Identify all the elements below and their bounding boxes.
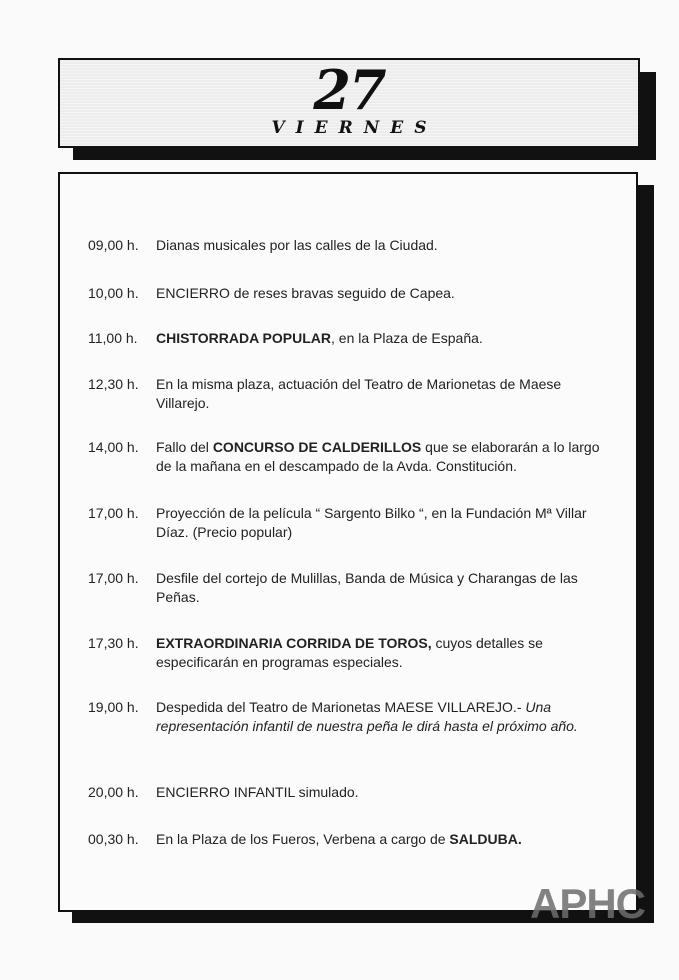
schedule-entry xyxy=(88,504,618,542)
day-header xyxy=(58,58,640,148)
schedule-entry xyxy=(88,698,618,736)
entry-text: Despedida del Teatro de Marionetas MAESE VILLAREJO.- xyxy=(156,699,526,715)
schedule-entry xyxy=(88,375,618,413)
schedule-entry xyxy=(88,830,618,849)
entry-time: 17,00 h. xyxy=(88,570,139,586)
entry-time: 20,00 h. xyxy=(88,784,139,800)
schedule-entry xyxy=(88,329,618,348)
entry-text: cuyos detalles se especificarán en programas especiales. xyxy=(156,635,543,670)
entry-text: que se elaborarán a lo largo de la mañana en el descampado de la Avda. Constitución. xyxy=(156,439,600,474)
schedule-box xyxy=(58,172,638,912)
entry-time: 00,30 h. xyxy=(88,831,139,847)
entry-time: 10,00 h. xyxy=(88,285,139,301)
entry-time: 19,00 h. xyxy=(88,699,139,715)
entry-time: 14,00 h. xyxy=(88,439,139,455)
schedule-entry xyxy=(88,634,618,672)
day-number: 27 xyxy=(313,58,385,122)
schedule-entry xyxy=(88,438,618,476)
entry-text: En la Plaza de los Fueros, Verbena a cargo de xyxy=(156,831,450,847)
watermark-logo: APHC xyxy=(530,880,646,927)
schedule-entry xyxy=(88,783,618,802)
entry-text: En la misma plaza, actuación del Teatro de Marionetas de Maese Villarejo. xyxy=(156,376,562,411)
entry-text: ENCIERRO de reses bravas seguido de Capea. xyxy=(156,285,455,301)
entry-time: 12,30 h. xyxy=(88,376,139,392)
entry-text: Dianas musicales por las calles de la Ciudad. xyxy=(156,237,438,253)
entry-text: , en la Plaza de España. xyxy=(331,330,483,346)
entry-text: Proyección de la película “ Sargento Bilko “, en la Fundación Mª Villar Díaz. (Precio popular) xyxy=(156,505,587,540)
schedule-entry xyxy=(88,236,618,255)
entry-time: 17,00 h. xyxy=(88,505,139,521)
entry-text: EXTRAORDINARIA CORRIDA DE TOROS, xyxy=(156,635,432,651)
entry-time: 11,00 h. xyxy=(88,330,138,346)
entry-text: Fallo del xyxy=(156,439,213,455)
entry-time: 09,00 h. xyxy=(88,237,139,253)
entry-text: CONCURSO DE CALDERILLOS xyxy=(212,439,422,455)
schedule-entry xyxy=(88,284,618,303)
entry-text: Desfile del cortejo de Mulillas, Banda de Música y Charangas de las Peñas. xyxy=(156,570,578,605)
day-name: VIERNES xyxy=(271,118,438,138)
entry-text: ENCIERRO INFANTIL simulado. xyxy=(156,784,359,800)
entry-text: Una representación infantil de nuestra peña le dirá hasta el próximo año. xyxy=(156,699,578,734)
entry-text: SALDUBA. xyxy=(449,831,522,847)
entry-text: CHISTORRADA POPULAR xyxy=(156,330,332,346)
schedule-entry xyxy=(88,569,618,607)
entry-time: 17,30 h. xyxy=(88,635,139,651)
